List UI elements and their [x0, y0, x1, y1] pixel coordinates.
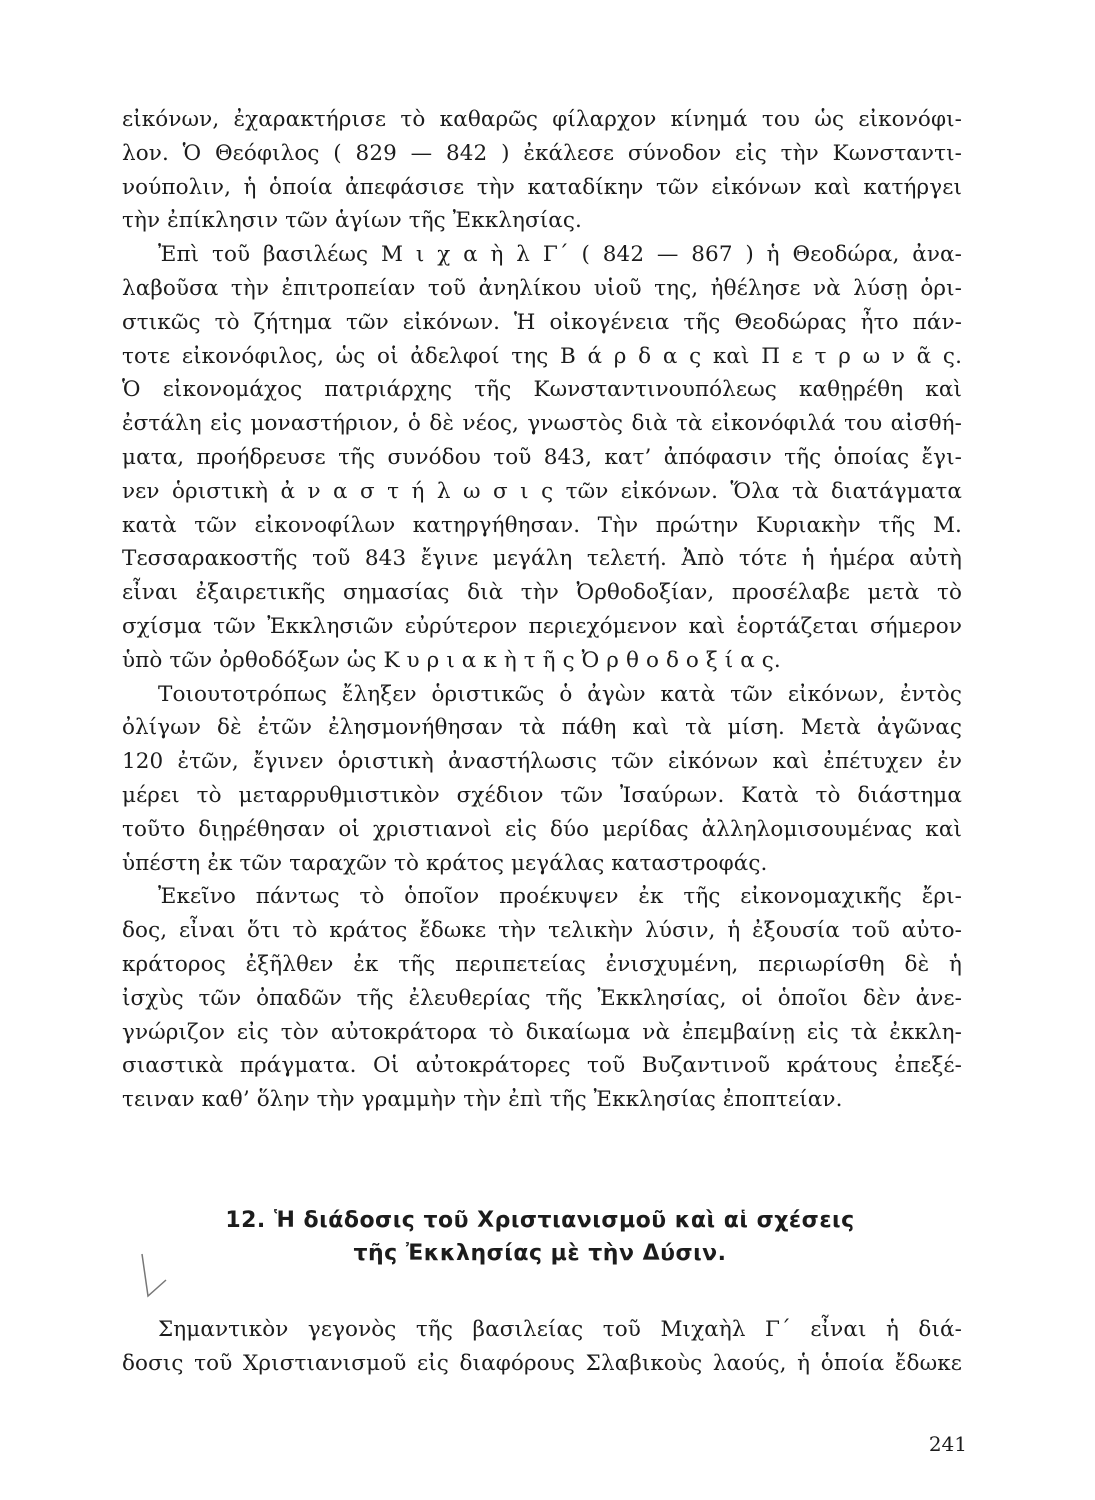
text-line: Ἐκεῖνο πάντως τὸ ὁποῖον προέκυψεν ἐκ τῆς εἰκονομαχικῆς ἔρι-: [158, 884, 962, 910]
text-line: Τοιουτοτρόπως ἔληξεν ὁριστικῶς ὁ ἀγὼν κατὰ τῶν εἰκόνων, ἐντὸς: [158, 681, 962, 707]
text-line: Ἐπὶ τοῦ βασιλέως Μ ι χ α ὴ λ Γ΄ ( 842 — 867 ) ἡ Θεοδώρα, ἀνα-: [158, 242, 962, 268]
text-line: στικῶς τὸ ζήτημα τῶν εἰκόνων. Ἡ οἰκογένεια τῆς Θεοδώρας ἦτο πάν-: [122, 309, 962, 335]
section-heading-line-2: τῆς Ἐκκλησίας μὲ τὴν Δύσιν.: [353, 1241, 727, 1266]
text-line: κατὰ τῶν εἰκονοφίλων κατηργήθησαν. Τὴν πρώτην Κυριακὴν τῆς Μ.: [122, 512, 962, 538]
text-line: ἐστάλη εἰς μοναστήριον, ὁ δὲ νέος, γνωστὸς διὰ τὰ εἰκονόφιλά του αἰσθή-: [122, 411, 962, 437]
text-line: ματα, προήδρευσε τῆς συνόδου τοῦ 843, κατ’ ἀπόφασιν τῆς ὁποίας ἔγι-: [122, 444, 962, 470]
text-line: νεν ὁριστικὴ ἀ ν α σ τ ή λ ω σ ι ς τῶν εἰκόνων. Ὅλα τὰ διατάγματα: [122, 478, 962, 504]
text-line: μέρει τὸ μεταρρυθμιστικὸν σχέδιον τῶν Ἰσαύρων. Κατὰ τὸ διάστημα: [122, 782, 962, 808]
text-line: ὀλίγων δὲ ἐτῶν ἐλησμονήθησαν τὰ πάθη καὶ τὰ μίση. Μετὰ ἀγῶνας: [122, 715, 962, 741]
text-line: δοσις τοῦ Χριστιανισμοῦ εἰς διαφόρους Σλαβικοὺς λαούς, ἡ ὁποία ἔδωκε: [122, 1350, 962, 1376]
text-line: τοῦτο διῃρέθησαν οἱ χριστιανοὶ εἰς δύο μερίδας ἀλληλομισουμένας καὶ: [122, 816, 962, 842]
text-line: Τεσσαρακοστῆς τοῦ 843 ἔγινε μεγάλη τελετή. Ἀπὸ τότε ἡ ἡμέρα αὐτὴ: [122, 546, 962, 572]
text-line: εἰκόνων, ἐχαρακτήρισε τὸ καθαρῶς φίλαρχον κίνημά του ὡς εἰκονόφι-: [122, 107, 962, 132]
text-line: τειναν καθ’ ὅλην τὴν γραμμὴν τὴν ἐπὶ τῆς Ἐκκλησίας ἐποπτείαν.: [122, 1087, 843, 1113]
text-line: εἶναι ἐξαιρετικῆς σημασίας διὰ τὴν Ὀρθοδοξίαν, προσέλαβε μετὰ τὸ: [122, 580, 962, 606]
section-heading-line-1: 12. Ἡ διάδοσις τοῦ Χριστιανισμοῦ καὶ αἱ σχέσεις: [225, 1208, 855, 1233]
page-number: 241: [928, 1432, 967, 1456]
text-line: Σημαντικὸν γεγονὸς τῆς βασιλείας τοῦ Μιχαὴλ Γ΄ εἶναι ἡ διά-: [158, 1317, 962, 1342]
text-line: λαβοῦσα τὴν ἐπιτροπείαν τοῦ ἀνηλίκου υἱοῦ της, ἠθέλησε νὰ λύσῃ ὁρι-: [122, 275, 962, 301]
section-heading: [140, 1204, 940, 1270]
text-line: 120 ἐτῶν, ἔγινεν ὁριστικὴ ἀναστήλωσις τῶν εἰκόνων καὶ ἐπέτυχεν ἐν: [122, 749, 962, 775]
text-line: ὑπέστη ἐκ τῶν ταραχῶν τὸ κράτος μεγάλας καταστροφάς.: [122, 850, 768, 876]
text-line: νούπολιν, ἡ ὁποία ἀπεφάσισε τὴν καταδίκην τῶν εἰκόνων καὶ κατήργει: [122, 174, 962, 200]
text-line: σχίσμα τῶν Ἐκκλησιῶν εὐρύτερον περιεχόμενον καὶ ἑορτάζεται σήμερον: [122, 613, 962, 639]
text-line: κράτορος ἐξῆλθεν ἐκ τῆς περιπετείας ἐνισχυμένη, περιωρίσθη δὲ ἡ: [122, 951, 962, 977]
body-text-bottom: [122, 1313, 962, 1381]
text-line: ἰσχὺς τῶν ὀπαδῶν τῆς ἐλευθερίας τῆς Ἐκκλησίας, οἱ ὁποῖοι δὲν ἀνε-: [122, 985, 962, 1011]
text-line: ὑπὸ τῶν ὀρθοδόξων ὡς Κ υ ρ ι α κ ὴ τ ῆ ς Ὀ ρ θ ο δ ο ξ ί α ς.: [122, 647, 781, 673]
text-line: Ὁ εἰκονομάχος πατριάρχης τῆς Κωνσταντινουπόλεως καθῃρέθη καὶ: [122, 377, 962, 403]
text-line: σιαστικὰ πράγματα. Οἱ αὐτοκράτορες τοῦ Βυζαντινοῦ κράτους ἐπεξέ-: [122, 1053, 962, 1079]
text-line: γνώριζον εἰς τὸν αὐτοκράτορα τὸ δικαίωμα νὰ ἐπεμβαίνῃ εἰς τὰ ἐκκλη-: [122, 1019, 962, 1045]
text-line: λον. Ὁ Θεόφιλος ( 829 — 842 ) ἐκάλεσε σύνοδον εἰς τὴν Κωνσταντι-: [122, 140, 962, 166]
pencil-mark-icon: [140, 1250, 170, 1300]
text-line: τὴν ἐπίκλησιν τῶν ἁγίων τῆς Ἐκκλησίας.: [122, 208, 582, 234]
text-line: δος, εἶναι ὅτι τὸ κράτος ἔδωκε τὴν τελικὴν λύσιν, ἡ ἐξουσία τοῦ αὐτο-: [122, 918, 962, 944]
body-text-top: [122, 103, 962, 1117]
text-line: τοτε εἰκονόφιλος, ὡς οἱ ἀδελφοί της Β ά ρ δ α ς καὶ Π ε τ ρ ω ν ᾶ ς.: [122, 343, 962, 369]
